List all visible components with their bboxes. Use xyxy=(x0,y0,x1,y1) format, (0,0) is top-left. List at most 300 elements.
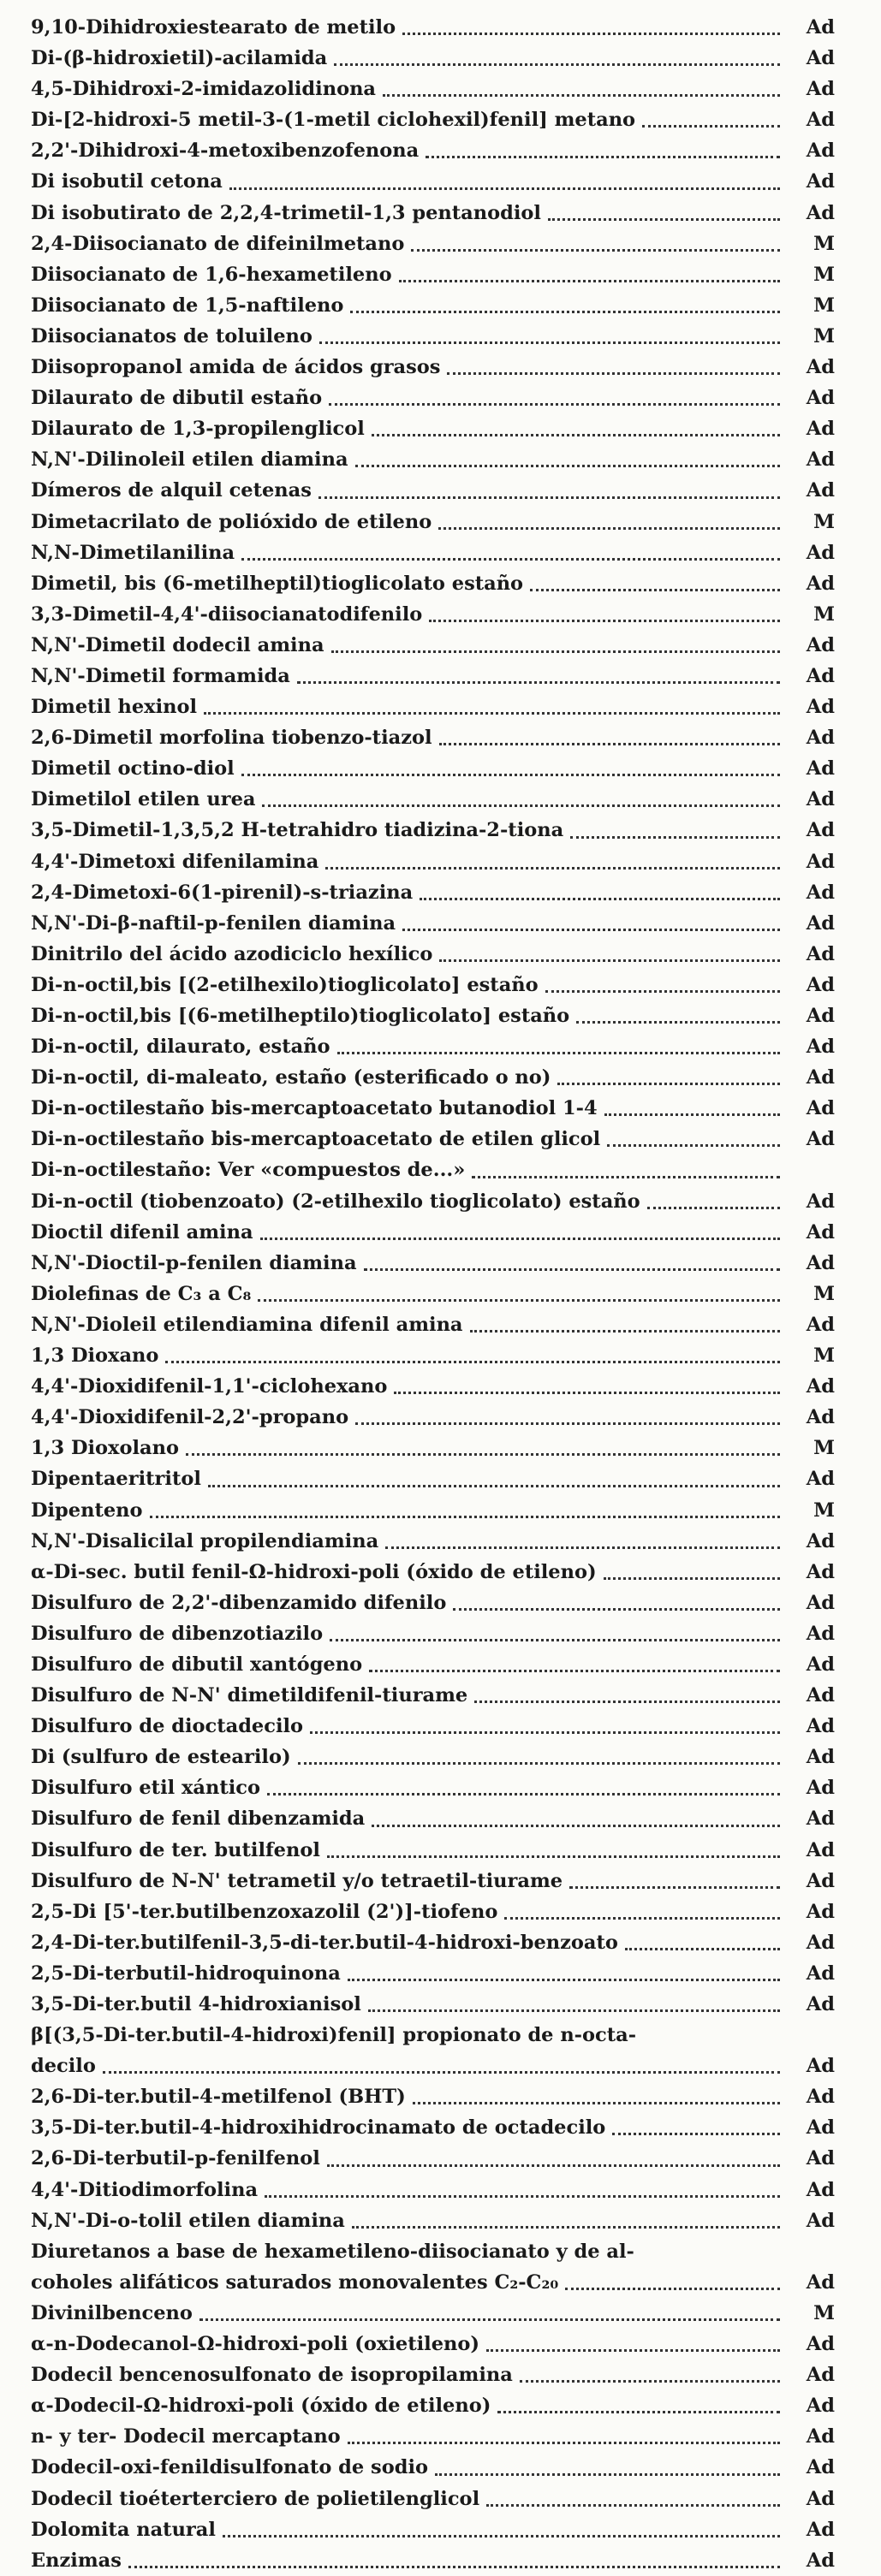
dot-leader xyxy=(647,1207,780,1209)
entry-code: Ad xyxy=(806,1220,835,1243)
list-item xyxy=(31,846,835,877)
entry-name: Di-n-octil, dilaurato, estaño xyxy=(31,1036,330,1059)
entry-name: 3,5-Di-ter.butil 4-hidroxianisol xyxy=(31,1993,361,2015)
dot-leader xyxy=(241,558,780,561)
entry-name: N,N'-Dimetil formamida xyxy=(31,664,290,687)
entry-name: N,N'-Dilinoleil etilen diamina xyxy=(31,448,348,472)
entry-name: 4,4'-Ditiodimorfolina xyxy=(31,2178,259,2201)
dot-leader xyxy=(325,867,780,870)
dot-leader xyxy=(337,1052,780,1054)
entry-code: Ad xyxy=(806,2270,835,2294)
list-item xyxy=(31,2298,835,2329)
entry-name: Di-n-octilestaño bis-mercaptoacetato de etilen glicol xyxy=(31,1128,601,1151)
list-item xyxy=(31,321,835,352)
dot-leader xyxy=(486,2504,780,2507)
entry-code: Ad xyxy=(806,1097,835,1120)
entry-name: Dimetil hexinol xyxy=(31,696,198,719)
list-item xyxy=(31,104,835,135)
entry-name: Di-[2-hidroxi-5 metil-3-(1-metil ciclohexil)fenil] metano xyxy=(31,109,636,132)
entry-code: Ad xyxy=(806,664,835,687)
entry-name: Dilaurato de 1,3-propilenglicol xyxy=(31,418,365,441)
entry-name: Disulfuro de ter. butilfenol xyxy=(31,1838,320,1861)
entry-code: Ad xyxy=(806,1962,835,1985)
dot-leader xyxy=(334,63,780,66)
entry-code: Ad xyxy=(806,387,835,410)
entry-code: Ad xyxy=(806,633,835,656)
entry-code: Ad xyxy=(806,78,835,101)
entry-code: Ad xyxy=(806,696,835,719)
entry-code: Ad xyxy=(806,1777,835,1800)
dot-leader xyxy=(348,1979,780,1981)
dot-leader xyxy=(472,1176,780,1178)
entry-code: Ad xyxy=(806,2364,835,2387)
list-item xyxy=(31,444,835,475)
entry-name: N,N'-Dioleil etilendiamina difenil amina xyxy=(31,1313,463,1336)
entry-name: Dipentaeritritol xyxy=(31,1468,201,1491)
list-item xyxy=(31,229,835,259)
entry-name: 4,5-Dihidroxi-2-imidazolidinona xyxy=(31,78,377,101)
entry-name: 2,4-Diisocianato de difeinilmetano xyxy=(31,232,405,255)
list-item xyxy=(31,2514,835,2545)
entry-code: Ad xyxy=(806,170,835,193)
dot-leader xyxy=(625,1948,780,1950)
list-item xyxy=(31,1680,835,1711)
dot-leader xyxy=(199,2318,780,2321)
entry-name: 2,2'-Dihidroxi-4-metoxibenzofenona xyxy=(31,139,420,163)
entry-code: M xyxy=(813,263,835,286)
entry-name: Diisocianato de 1,6-hexametileno xyxy=(31,263,392,286)
dot-leader xyxy=(372,434,780,436)
entry-code: Ad xyxy=(806,1468,835,1491)
dot-leader xyxy=(439,959,780,962)
dot-leader xyxy=(319,341,780,344)
list-item xyxy=(31,877,835,908)
dot-leader xyxy=(470,1330,780,1333)
list-item xyxy=(31,1896,835,1927)
entry-name: 3,3-Dimetil-4,4'-diisocianatodifenilo xyxy=(31,602,423,626)
dot-leader xyxy=(486,2349,780,2352)
entry-name: Dipenteno xyxy=(31,1499,143,1522)
dot-leader xyxy=(369,1670,780,1672)
dot-leader xyxy=(435,2473,780,2476)
list-item xyxy=(31,166,835,197)
entry-name: Di-n-octilestaño: Ver «compuestos de...» xyxy=(31,1159,466,1182)
entry-code: Ad xyxy=(806,2518,835,2541)
list-item xyxy=(31,1309,835,1340)
list-item xyxy=(31,413,835,444)
dot-leader xyxy=(504,1917,780,1920)
list-item xyxy=(31,507,835,537)
entry-code: M xyxy=(813,510,835,533)
list-item xyxy=(31,1093,835,1124)
substance-list xyxy=(31,12,835,2576)
list-item xyxy=(31,352,835,383)
entry-name: 2,4-Di-ter.butilfenil-3,5-di-ter.butil-4-hidroxi-benzoato xyxy=(31,1931,618,1954)
list-item xyxy=(31,12,835,43)
list-item xyxy=(31,198,835,229)
dot-leader xyxy=(103,2071,780,2074)
entry-code: Ad xyxy=(806,911,835,935)
dot-leader xyxy=(150,1516,780,1518)
entry-name-line1: Diuretanos a base de hexametileno-diisocianato y de al- xyxy=(31,2240,634,2263)
entry-name: Dinitrilo del ácido azodiciclo hexílico xyxy=(31,942,433,965)
dot-leader xyxy=(350,311,780,313)
entry-code: Ad xyxy=(806,1005,835,1027)
entry-name: Disulfuro de N-N' tetrametil y/o tetraetil-tiurame xyxy=(31,1869,563,1892)
list-item xyxy=(31,599,835,630)
dot-leader xyxy=(267,1793,780,1795)
entry-name: 2,6-Di-ter.butil-4-metilfenol (BHT) xyxy=(31,2086,406,2109)
dot-leader xyxy=(186,1453,780,1456)
dot-leader xyxy=(355,465,780,467)
list-item xyxy=(31,1835,835,1866)
entry-name: Dimetilol etilen urea xyxy=(31,788,256,811)
entry-code: Ad xyxy=(806,2425,835,2448)
entry-code: Ad xyxy=(806,2487,835,2510)
list-item xyxy=(31,1772,835,1803)
list-item xyxy=(31,1618,835,1649)
entry-name: 1,3 Dioxolano xyxy=(31,1437,179,1460)
list-item xyxy=(31,1742,835,1772)
entry-code: Ad xyxy=(806,2086,835,2109)
list-item xyxy=(31,1588,835,1618)
entry-name: α-Di-sec. butil fenil-Ω-hidroxi-poli (óxido de etileno) xyxy=(31,1560,597,1583)
dot-leader xyxy=(368,2009,780,2012)
dot-leader xyxy=(204,712,780,715)
dot-leader xyxy=(310,1731,780,1734)
list-item xyxy=(31,630,835,661)
dot-leader xyxy=(557,1083,780,1085)
dot-leader xyxy=(385,1546,780,1549)
entry-code: Ad xyxy=(806,356,835,379)
entry-code: M xyxy=(813,602,835,626)
list-item xyxy=(31,2236,835,2298)
entry-code: Ad xyxy=(806,2178,835,2201)
list-item xyxy=(31,1154,835,1185)
dot-leader xyxy=(548,218,780,221)
list-item xyxy=(31,2020,835,2081)
dot-leader xyxy=(565,2288,780,2290)
entry-name: Di isobutirato de 2,2,4-trimetil-1,3 pentanodiol xyxy=(31,201,541,224)
entry-name: Di-n-octil (tiobenzoato) (2-etilhexilo tioglicolato) estaño xyxy=(31,1190,640,1213)
entry-code: M xyxy=(813,1282,835,1305)
list-item xyxy=(31,1649,835,1680)
entry-name: Diisocianato de 1,5-naftileno xyxy=(31,294,344,317)
list-item xyxy=(31,784,835,815)
entry-name: 2,6-Dimetil morfolina tiobenzo-tiazol xyxy=(31,727,432,750)
list-item xyxy=(31,1248,835,1279)
list-item xyxy=(31,1866,835,1896)
list-item xyxy=(31,1526,835,1557)
list-item xyxy=(31,2112,835,2143)
entry-name: Di-n-octil, di-maleato, estaño (esterificado o no) xyxy=(31,1066,551,1089)
list-item xyxy=(31,1557,835,1588)
entry-name: Dímeros de alquil cetenas xyxy=(31,479,312,502)
entry-code: Ad xyxy=(806,850,835,873)
dot-leader xyxy=(439,743,780,745)
list-item xyxy=(31,1463,835,1494)
entry-code: Ad xyxy=(806,1128,835,1151)
dot-leader xyxy=(642,125,780,128)
dot-leader xyxy=(576,1021,780,1024)
list-item xyxy=(31,2545,835,2576)
list-item xyxy=(31,1711,835,1742)
dot-leader xyxy=(330,1639,780,1641)
list-item xyxy=(31,1000,835,1031)
dot-leader xyxy=(402,33,780,35)
list-item xyxy=(31,2484,835,2514)
entry-name: Di-n-octilestaño bis-mercaptoacetato butanodiol 1-4 xyxy=(31,1097,598,1120)
entry-code: Ad xyxy=(806,2395,835,2418)
list-item xyxy=(31,2390,835,2421)
entry-code: Ad xyxy=(806,16,835,39)
entry-code: Ad xyxy=(806,788,835,811)
entry-code: M xyxy=(813,294,835,317)
list-item xyxy=(31,939,835,970)
dot-leader xyxy=(612,2133,780,2135)
list-item xyxy=(31,537,835,568)
entry-code: Ad xyxy=(806,201,835,224)
list-item xyxy=(31,2421,835,2452)
entry-name: 4,4'-Dioxidifenil-1,1'-ciclohexano xyxy=(31,1375,388,1398)
dot-leader xyxy=(165,1361,780,1363)
entry-code: Ad xyxy=(806,727,835,750)
entry-code: M xyxy=(813,324,835,347)
list-item xyxy=(31,1217,835,1248)
entry-name: Di-(β-hidroxietil)-acilamida xyxy=(31,47,328,70)
entry-name: Dimetil octino-diol xyxy=(31,757,235,781)
list-item xyxy=(31,475,835,506)
dot-leader xyxy=(241,774,780,776)
entry-code: Ad xyxy=(806,448,835,472)
entry-code: M xyxy=(813,1437,835,1460)
entry-name: N,N'-Dioctil-p-fenilen diamina xyxy=(31,1251,357,1274)
entry-code: Ad xyxy=(806,139,835,163)
list-item xyxy=(31,1279,835,1309)
list-item xyxy=(31,2329,835,2359)
entry-code: Ad xyxy=(806,1375,835,1398)
list-item xyxy=(31,970,835,1000)
list-item xyxy=(31,722,835,753)
dot-leader xyxy=(420,898,780,900)
list-item xyxy=(31,135,835,166)
dot-leader xyxy=(520,2380,780,2383)
list-item xyxy=(31,1958,835,1989)
entry-code: Ad xyxy=(806,47,835,70)
list-item xyxy=(31,753,835,784)
entry-name: Enzimas xyxy=(31,2549,122,2572)
dot-leader xyxy=(298,1762,780,1765)
entry-name: 4,4'-Dimetoxi difenilamina xyxy=(31,850,319,873)
entry-code: Ad xyxy=(806,1653,835,1676)
entry-code: Ad xyxy=(806,1591,835,1614)
entry-name: α-n-Dodecanol-Ω-hidroxi-poli (oxietileno) xyxy=(31,2333,480,2356)
entry-name: Disulfuro de dibutil xantógeno xyxy=(31,1653,363,1676)
entry-name: N,N-Dimetilanilina xyxy=(31,541,235,564)
list-item xyxy=(31,2452,835,2483)
entry-code: Ad xyxy=(806,973,835,996)
entry-name: Di isobutil cetona xyxy=(31,170,223,193)
entry-name: α-Dodecil-Ω-hidroxi-poli (óxido de etileno) xyxy=(31,2395,491,2418)
entry-code: Ad xyxy=(806,1313,835,1336)
entry-code: Ad xyxy=(806,1406,835,1429)
entry-name: 3,5-Di-ter.butil-4-hidroxihidrocinamato de octadecilo xyxy=(31,2116,606,2140)
dot-leader xyxy=(229,187,780,190)
list-item xyxy=(31,2143,835,2174)
list-item xyxy=(31,1062,835,1093)
entry-code: Ad xyxy=(806,1746,835,1769)
entry-name: Dimetacrilato de polióxido de etileno xyxy=(31,510,432,533)
entry-code: Ad xyxy=(806,1622,835,1645)
entry-code: Ad xyxy=(806,1066,835,1089)
list-item xyxy=(31,908,835,939)
entry-name: Disulfuro etil xántico xyxy=(31,1777,261,1800)
dot-leader xyxy=(399,280,780,282)
entry-name: Diisocianatos de toluileno xyxy=(31,324,313,347)
dot-leader xyxy=(453,1608,780,1611)
list-item xyxy=(31,1186,835,1217)
entry-name: Dioctil difenil amina xyxy=(31,1220,253,1243)
entry-code: Ad xyxy=(806,757,835,781)
dot-leader xyxy=(348,2442,780,2444)
entry-name-line1: β[(3,5-Di-ter.butil-4-hidroxi)fenil] propionato de n-octa- xyxy=(31,2024,637,2047)
dot-leader xyxy=(569,1886,780,1889)
dot-leader xyxy=(318,496,780,499)
dot-leader xyxy=(497,2411,780,2413)
entry-name: N,N'-Dimetil dodecil amina xyxy=(31,633,324,656)
dot-leader xyxy=(394,1392,780,1394)
entry-name: N,N'-Di-β-naftil-p-fenilen diamina xyxy=(31,911,396,935)
dot-leader xyxy=(352,2226,780,2229)
list-item xyxy=(31,1927,835,1958)
list-item xyxy=(31,259,835,290)
entry-name: 3,5-Dimetil-1,3,5,2 H-tetrahidro tiadizina-2-tiona xyxy=(31,819,564,842)
list-item xyxy=(31,290,835,321)
entry-code: Ad xyxy=(806,572,835,595)
dot-leader xyxy=(262,804,780,807)
entry-name: Disulfuro de 2,2'-dibenzamido difenilo xyxy=(31,1591,447,1614)
dot-leader xyxy=(327,2164,780,2167)
dot-leader xyxy=(265,2195,780,2198)
entry-code: Ad xyxy=(806,1560,835,1583)
dot-leader xyxy=(474,1701,780,1703)
entry-name: Di-n-octil,bis [(2-etilhexilo)tioglicolato] estaño xyxy=(31,973,539,996)
entry-code: Ad xyxy=(806,2147,835,2170)
entry-code: Ad xyxy=(806,2456,835,2479)
dot-leader xyxy=(426,156,780,158)
entry-code: Ad xyxy=(806,942,835,965)
entry-code: Ad xyxy=(806,1715,835,1738)
dot-leader xyxy=(258,1299,780,1302)
dot-leader xyxy=(297,681,780,684)
list-item xyxy=(31,74,835,104)
entry-name: Di-n-octil,bis [(6-metilheptilo)tioglicolato] estaño xyxy=(31,1005,570,1027)
list-item xyxy=(31,43,835,74)
entry-code: Ad xyxy=(806,1931,835,1954)
entry-name: Disulfuro de dibenzotiazilo xyxy=(31,1622,324,1645)
list-item xyxy=(31,1433,835,1463)
entry-name: Disulfuro de dioctadecilo xyxy=(31,1715,304,1738)
list-item xyxy=(31,383,835,413)
dot-leader xyxy=(438,527,780,530)
entry-name: 2,6-Di-terbutil-p-fenilfenol xyxy=(31,2147,320,2170)
dot-leader xyxy=(447,372,780,375)
entry-name: 2,4-Dimetoxi-6(1-pirenil)-s-triazina xyxy=(31,881,414,904)
entry-name: 2,5-Di-terbutil-hidroquinona xyxy=(31,1962,341,1985)
entry-code: Ad xyxy=(806,819,835,842)
dot-leader xyxy=(329,403,780,406)
dot-leader xyxy=(223,2535,780,2537)
dot-leader xyxy=(383,94,780,97)
list-item xyxy=(31,2205,835,2236)
entry-name-line2: decilo xyxy=(31,2055,96,2078)
entry-name: Diisopropanol amida de ácidos grasos xyxy=(31,356,441,379)
entry-name: Dodecil-oxi-fenildisulfonato de sodio xyxy=(31,2456,429,2479)
dot-leader xyxy=(331,650,780,653)
dot-leader xyxy=(372,1825,780,1827)
entry-name: 1,3 Dioxano xyxy=(31,1344,159,1368)
list-item xyxy=(31,1495,835,1526)
entry-code: Ad xyxy=(806,1251,835,1274)
dot-leader xyxy=(530,589,780,591)
dot-leader xyxy=(364,1268,780,1271)
entry-code: Ad xyxy=(806,1838,835,1861)
entry-name: n- y ter- Dodecil mercaptano xyxy=(31,2425,341,2448)
entry-name: N,N'-Di-o-tolil etilen diamina xyxy=(31,2209,345,2232)
entry-code: M xyxy=(813,1344,835,1368)
entry-code: Ad xyxy=(806,881,835,904)
dot-leader xyxy=(402,929,780,931)
entry-code: Ad xyxy=(806,1036,835,1059)
entry-code: Ad xyxy=(806,2333,835,2356)
entry-code: Ad xyxy=(806,418,835,441)
dot-leader xyxy=(545,990,780,993)
entry-code: Ad xyxy=(806,1529,835,1552)
entry-code: Ad xyxy=(806,479,835,502)
list-item xyxy=(31,1031,835,1062)
entry-name: Dodecil bencenosulfonato de isopropilamina xyxy=(31,2364,513,2387)
dot-leader xyxy=(413,2102,780,2104)
list-item xyxy=(31,1124,835,1154)
list-item xyxy=(31,661,835,691)
entry-code: Ad xyxy=(806,109,835,132)
dot-leader xyxy=(429,620,780,622)
list-item xyxy=(31,1989,835,2020)
entry-code: Ad xyxy=(806,541,835,564)
entry-code: Ad xyxy=(806,2549,835,2572)
entry-name: 2,5-Di [5'-ter.butilbenzoxazolil (2')]-tiofeno xyxy=(31,1900,498,1923)
entry-name-line2: coholes alifáticos saturados monovalentes C₂-C₂₀ xyxy=(31,2270,559,2294)
dot-leader xyxy=(607,1144,780,1147)
entry-name: 4,4'-Dioxidifenil-2,2'-propano xyxy=(31,1406,349,1429)
entry-code: Ad xyxy=(806,1190,835,1213)
entry-code: Ad xyxy=(806,2055,835,2078)
dot-leader xyxy=(355,1422,780,1425)
entry-name: Dilaurato de dibutil estaño xyxy=(31,387,323,410)
entry-name: Divinilbenceno xyxy=(31,2301,193,2324)
entry-code: Ad xyxy=(806,1869,835,1892)
entry-name: Disulfuro de N-N' dimetildifenil-tiurame xyxy=(31,1684,468,1707)
entry-code: Ad xyxy=(806,2116,835,2140)
entry-name: 9,10-Dihidroxiestearato de metilo xyxy=(31,16,396,39)
dot-leader xyxy=(260,1238,780,1240)
entry-name: Diolefinas de C₃ a C₈ xyxy=(31,1282,252,1305)
list-item xyxy=(31,1803,835,1834)
list-item xyxy=(31,2081,835,2112)
entry-name: N,N'-Disalicilal propilendiamina xyxy=(31,1529,379,1552)
entry-code: Ad xyxy=(806,1900,835,1923)
list-item xyxy=(31,815,835,846)
